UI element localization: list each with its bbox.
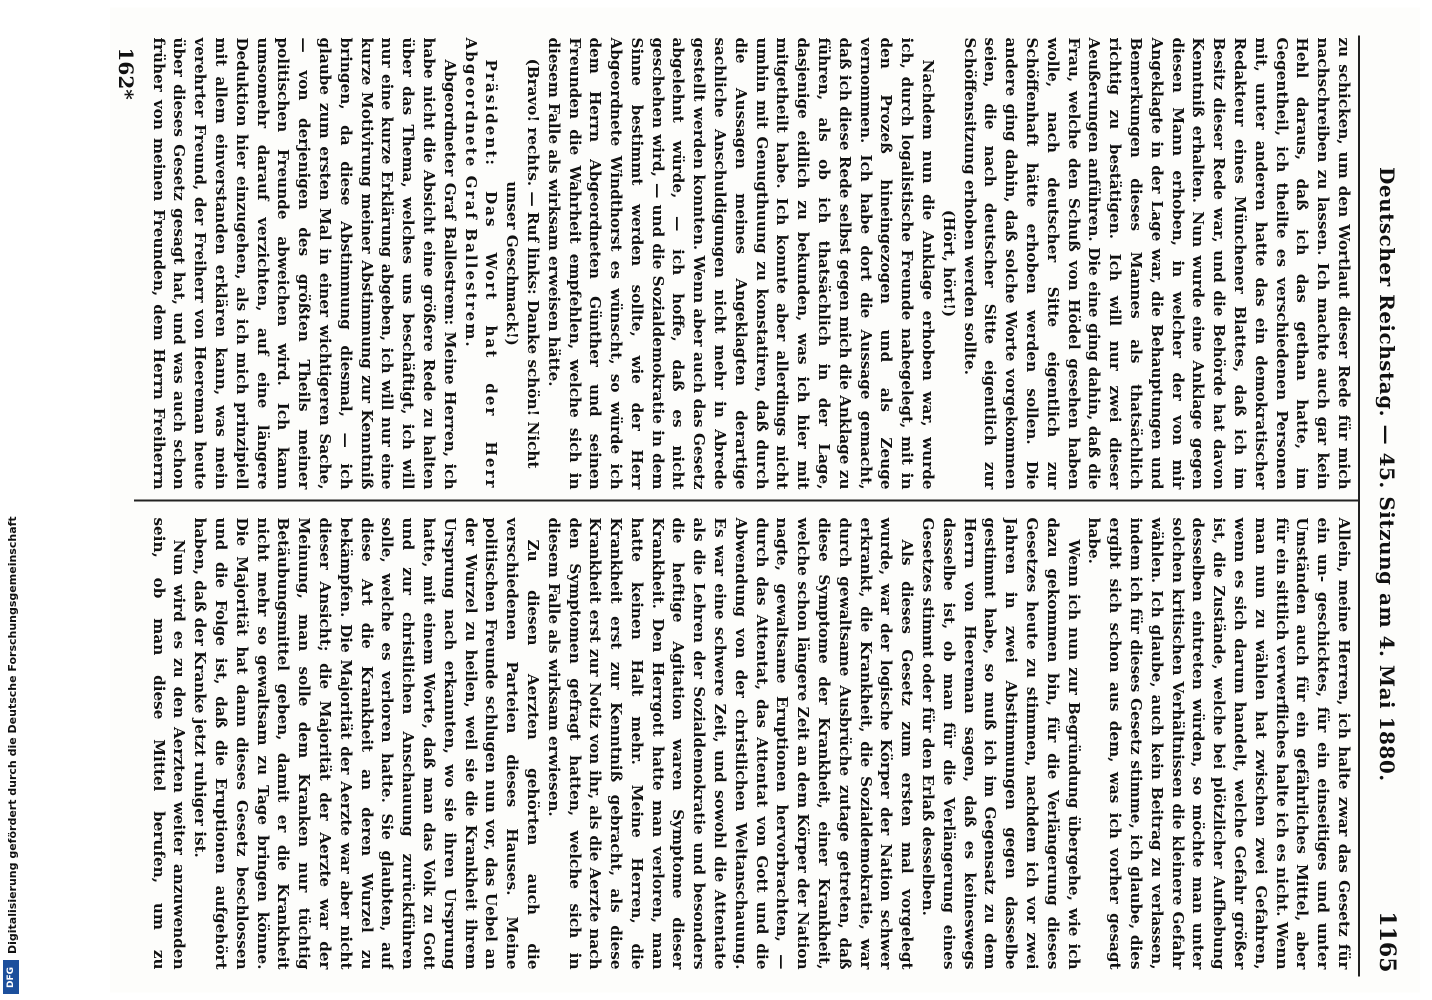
funding-credit: Digitalisierung gefördert durch die Deutsche Forschungsgemeinschaft [6, 516, 19, 954]
side-credit [3, 4, 19, 994]
paragraph: Abgeordneter Graf Ballestrem: Meine Herren, ich habe nicht die Absicht eine größere Rede zu halten über das Thema, welches uns beschäftigt, ich will nur eine kurze Erklärung abgeben, ich will nur eine kurze Motivirung meiner Abstimmung zur Kenntniß bringen, da diese Abstimmung diesmal, — ich glaube zum ersten Mal in einer wichtigeren Sache, — von derjenigen des größten Theils meiner politischen Freunde abweichen wird. Ich kann umsomehr darauf verzichten, auf eine längere Deduktion hier einzugehen, als ich mich prinzipiell mit allem einverstanden erklären kann, was mein verehrter Freund, der Freiherr von Heereman heute über dieses Gesetz gesagt hat, und was auch schon früher von meinen Freunden, dem Herrn Freiherrn [150, 37, 459, 490]
paragraph: (Hört, hört!) [939, 209, 958, 318]
page-header [1364, 38, 1410, 973]
paragraph: Zu diesen Aerzten gehörten auch die verschiedenen Parteien dieses Hauses. Meine politischen Freunde schlugen nun vor, das Uebel an der Wurzel zu heilen, weil sie die Krankheit ihrem Ursprung nach erkannten, wo sie ihren Ursprung hatte, mit einem Worte, daß man das Volk zu Gott und zur christlichen Anschauung zurückführen solle, welche es verloren hatte. Sie glaubten, auf diese Art die Krankheit an deren Wurzel zu bekämpfen. Die Majorität der Aerzte war aber nicht dieser Ansicht; die Majorität der Aerzte war der Meinung, man solle dem Kranken nur tüchtig Betäubungsmittel geben, damit er die Krankheit nicht mehr so gewaltsam zu Tage bringen könne. Die Majorität hat dann dieses Gesetz beschlossen und die Folge ist, daß die Eruptionen aufgehört haben, daß der Kranke jetzt ruhiger ist. [191, 517, 542, 970]
paragraph: Wenn ich nun zur Begründung übergehe, wie ich dazu gekommen bin, für die Verlängerung dieses Gesetzes heute zu stimmen, nachdem ich vor zwei Jahren in zwei Abstimmungen gegen dasselbe gestimmt habe, so muß ich im Gegensatz zu dem Herrn von Heereman sagen, daß es keineswegs dasselbe ist, ob man für die Verlängerung eines Gesetzes stimmt oder für den Erlaß desselben. [919, 517, 1083, 970]
header-rule [1358, 36, 1360, 977]
dfg-logo-icon: DFG [3, 960, 19, 994]
page-number: 1165 [1374, 911, 1400, 973]
paragraph: Als dieses Gesetz zum ersten mal vorgelegt wurde, war der logische Körper der Nation schwer erkrankt, die Krankheit, die Sozialdemokratie, war durch gewaltsame Ausbrüche zutage getreten, daß diese Symptome der Krankheit, einer Krankheit, welche schon längere Zeit an dem Körper der Nation nagte, gewaltsame Eruptionen hervorbrachten, — durch das Attentat, das Attentat von Gott und die Abwendung von der christlichen Weltanschauung. Es war eine schwere Zeit, und sowohl die Attentate als die Lehren der Sozialdemokratie und besonders die heftige Agitation waren Symptome dieser Krankheit. Den Herrgott hatte man verloren, man hatte keinen Halt mehr. Meine Herren, die Krankheit erst zur Kenntniß gebracht, als diese Krankheit erst zur Notiz von ihr, als die Aerzte nach den Symptomen gefragt hatten, welche sich in diesem Falle als wirksam erwiesen. [544, 517, 917, 970]
left-column [150, 38, 1354, 490]
paragraph: Nachdem nun die Anklage erhoben war, wurde ich, durch logalistische Freunde nahegelegt, mit in den Prozeß hineingezogen und als Zeuge vernommen. Ich habe dort die Aussage gemacht, daß ich diese Rede selbst gegen mich die Anklage zu führen, als ob ich thatsächlich in der Lage, dasjenige eidlich zu bekunden, was ich hier mit mitgetheilt habe. Ich konnte aber allerdings nicht umhin mit Genugthuung zu konstatiren, daß durch die Aussagen meines Angeklagten derartige sachliche Anschuldigungen nicht mehr in Abrede gestellt werden konnten. Wenn aber auch das Gesetz abgelehnt würde, — ich hoffe, daß es nicht geschehen wird, — und die Sozialdemokratie in dem Sinne bestimmt werden sollte, wie der Herr Abgeordnete Windthorst es wünscht, so würde ich dem Herrn Abgeordneten Günther und seinen Freunden die Wahrheit empfehlen, welche sich in diesem Falle als wirksam erweisen hätte. [544, 37, 938, 490]
paragraph: Nun wird es zu den Aerzten weiter anzuwenden sein, ob man diese Mittel berufen, um zu [150, 517, 189, 970]
paragraph: Allein, meine Herren, ich halte zwar das Gesetz für ein un- geschicktes, für ein einseitiges und unter Umständen auch für ein gefährliches Mittel, aber für ein sittlich verwerfliches halte ich es nicht. Wenn man nun zu wählen hat zwischen zwei Gefahren, wenn es sich darum handelt, welche Gefahr größer ist, die Zustände, welche bei plötzlicher Aufhebung desselben eintreten würden, so möchte man unter solchen kritischen Verhältnissen die kleinere Gefahr wählen. Ich glaube, auch kein Beitrag zu verlassen, indem ich für dieses Gesetz stimme, ich glaube, dies ergibt sich schon aus dem, was ich vorher gesagt habe. [1085, 517, 1353, 970]
scanned-page [110, 8, 1420, 993]
signature-mark: 162* [114, 47, 138, 100]
paragraph: zu schicken, um den Wortlaut dieser Rede für mich nachschreiben zu lassen. Ich machte auch gar kein Hehl daraus, daß ich das gethan hatte, im Gegentheil, ich theilte es verschiedenen Personen mit, unter anderen hatte das ein demokratischer Redakteur eines Münchener Blattes, daß ich im Besitz dieser Rede war, und die Behörde hat davon Kenntniß erhalten. Nun wurde eine Anklage gegen diesen Mann erhoben, in welcher der von mir Angeklagte in der Lage war, die Behauptungen und Bemerkungen dieses Mannes als thatsächlich richtig zu bestätigen. Ich will nur zwei dieser Aeußerungen anführen. Die eine ging dahin, daß die Frau, welche den Schuß von Hödel gesehen haben wolle, nach deutscher Sitte eigentlich zur Schöffenhaft hätte erhoben werden sollen. Die andere ging dahin, daß solche Worte vorgekommen seien, die nach deutscher Sitte eigentlich zur Schöffensitzung erhoben werden sollte. [960, 37, 1353, 490]
page-title: Deutscher Reichstag. — 45. Sitzung am 4. Mai 1880. [1375, 167, 1399, 782]
paragraph: Präsident: Das Wort hat der Herr Abgeordnete Graf Ballestrem. [461, 37, 501, 490]
column-divider [134, 500, 1358, 502]
paragraph: (Bravo! rechts. — Ruf links: Danke schön! Nicht unser Geschmack!) [503, 58, 542, 469]
right-column [150, 518, 1354, 970]
